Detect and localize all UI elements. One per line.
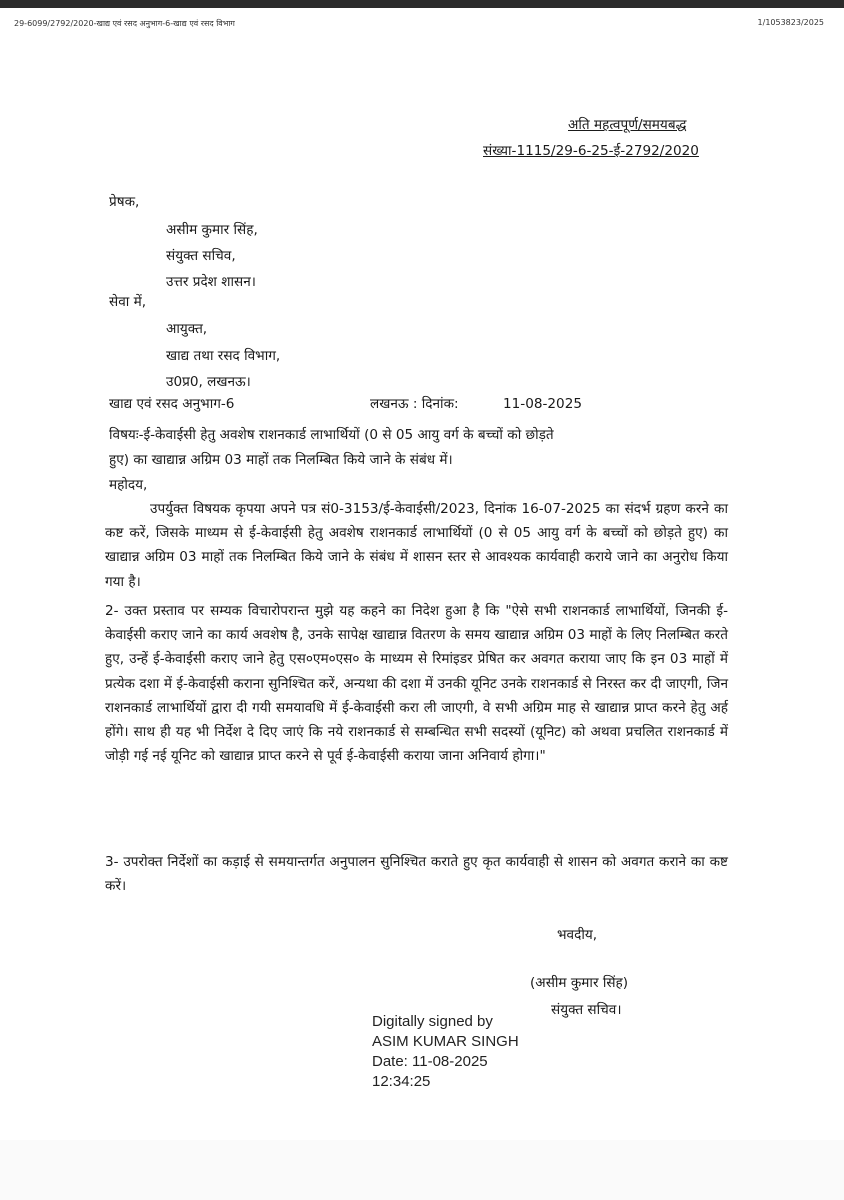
paragraph-3: 3- उपरोक्त निर्देशों का कड़ाई से समयान्तर्गत अनुपालन सुनिश्चित कराते हुए कृत कार्यवाही से शासन को अवगत कराने का कष्ट करें। [105,854,728,895]
section-name: खाद्य एवं रसद अनुभाग-6 [109,396,235,412]
priority-label: अति महत्वपूर्ण/समयबद्ध [568,117,687,133]
subject-line-1: विषयः-ई-केवाईसी हेतु अवशेष राशनकार्ड लाभार्थियों (0 से 05 आयु वर्ग के बच्चों को छोड़ते [109,427,554,443]
signature-time: 12:34:25 [372,1073,431,1090]
file-reference: 29-6099/2792/2020-खाद्य एवं रसद अनुभाग-6-खाद्य एवं रसद विभाग [14,19,235,28]
paragraph-2: 2- उक्त प्रस्ताव पर सम्यक विचारोपरान्त मुझे यह कहने का निदेश हुआ है कि "ऐसे सभी राशनकार्ड लाभार्थियों, जिनकी ई-केवाईसी कराए जाने का कार्य अवशेष है, उनके सापेक्ष खाद्यान्न वितरण के समय खाद्यान्न अग्रिम 03 माहों के लिए निलम्बित करते हुए, उन्हें ई-केवाईसी कराए जाने हेतु एस०एम०एस० के माध्यम से रिमांइडर प्रेषित कर अवगत कराया जाए कि इन 03 माहों में प्रत्येक दशा में ई-केवाईसी कराना सुनिश्चित करें, अन्यथा की दशा में उनकी यूनिट उनके राशनकार्ड से निरस्त कर दी जाएगी, जिन राशनकार्ड लाभार्थियों द्वारा दी गयी समयावधि में ई-केवाईसी करा ली जाएगी, वे सभी अग्रिम माह से खाद्यान्न प्राप्त करने हेतु अर्ह होंगे। साथ ही यह भी निर्देश दे दिए जाएं कि नये राशनकार्ड से सम्बन्धित सभी सदस्यों (यूनिट) को अथवा प्रचलित राशनकार्ड में जोड़ी गई नई यूनिट को खाद्यान्न प्राप्त करने से पूर्व ई-केवाईसी कराया जाना अनिवार्य होगा।" [105,603,728,765]
signature-name: ASIM KUMAR SINGH [372,1033,519,1050]
page-reference: 1/1053823/2025 [757,18,824,27]
letter-number: संख्या-1115/29-6-25-ई-2792/2020 [483,143,699,159]
subject-line-2: हुए) का खाद्यान्न अग्रिम 03 माहों तक निलम्बित किये जाने के संबंध में। [109,452,453,468]
signature-date: Date: 11-08-2025 [372,1053,488,1070]
closing: भवदीय, [557,927,598,943]
recipient-label: सेवा में, [109,294,147,310]
sender-designation: संयुक्त सचिव, [166,248,236,264]
sender-office: उत्तर प्रदेश शासन। [166,274,256,290]
digital-signature-stamp [372,1012,519,1092]
signer-name: (असीम कुमार सिंह) [530,975,629,991]
recipient-location: उ0प्र0, लखनऊ। [166,374,251,390]
letter-date: 11-08-2025 [503,396,583,412]
page-bottom-margin [0,1140,844,1200]
sender-label: प्रेषक, [109,194,140,210]
place-date-label: लखनऊ : दिनांक: [370,396,459,412]
sender-name: असीम कुमार सिंह, [166,222,258,238]
recipient-department: खाद्य तथा रसद विभाग, [166,348,281,364]
signer-designation: संयुक्त सचिव। [551,1002,622,1018]
salutation: महोदय, [109,477,148,493]
recipient-title: आयुक्त, [166,321,208,337]
signature-line-1: Digitally signed by [372,1013,493,1030]
paragraph-1: उपर्युक्त विषयक कृपया अपने पत्र सं0-3153/ई-केवाईसी/2023, दिनांक 16-07-2025 का संदर्भ ग्रहण करने का कष्ट करें, जिसके माध्यम से ई-केवाईसी हेतु अवशेष राशनकार्ड लाभार्थियों (0 से 05 आयु वर्ग के बच्चों को छोड़ते हुए) का खाद्यान्न अग्रिम 03 माहों तक निलम्बित किये जाने के संबंध में शासन स्तर से आवश्यक कार्यवाही कराये जाने का अनुरोध किया गया है। [105,501,728,590]
